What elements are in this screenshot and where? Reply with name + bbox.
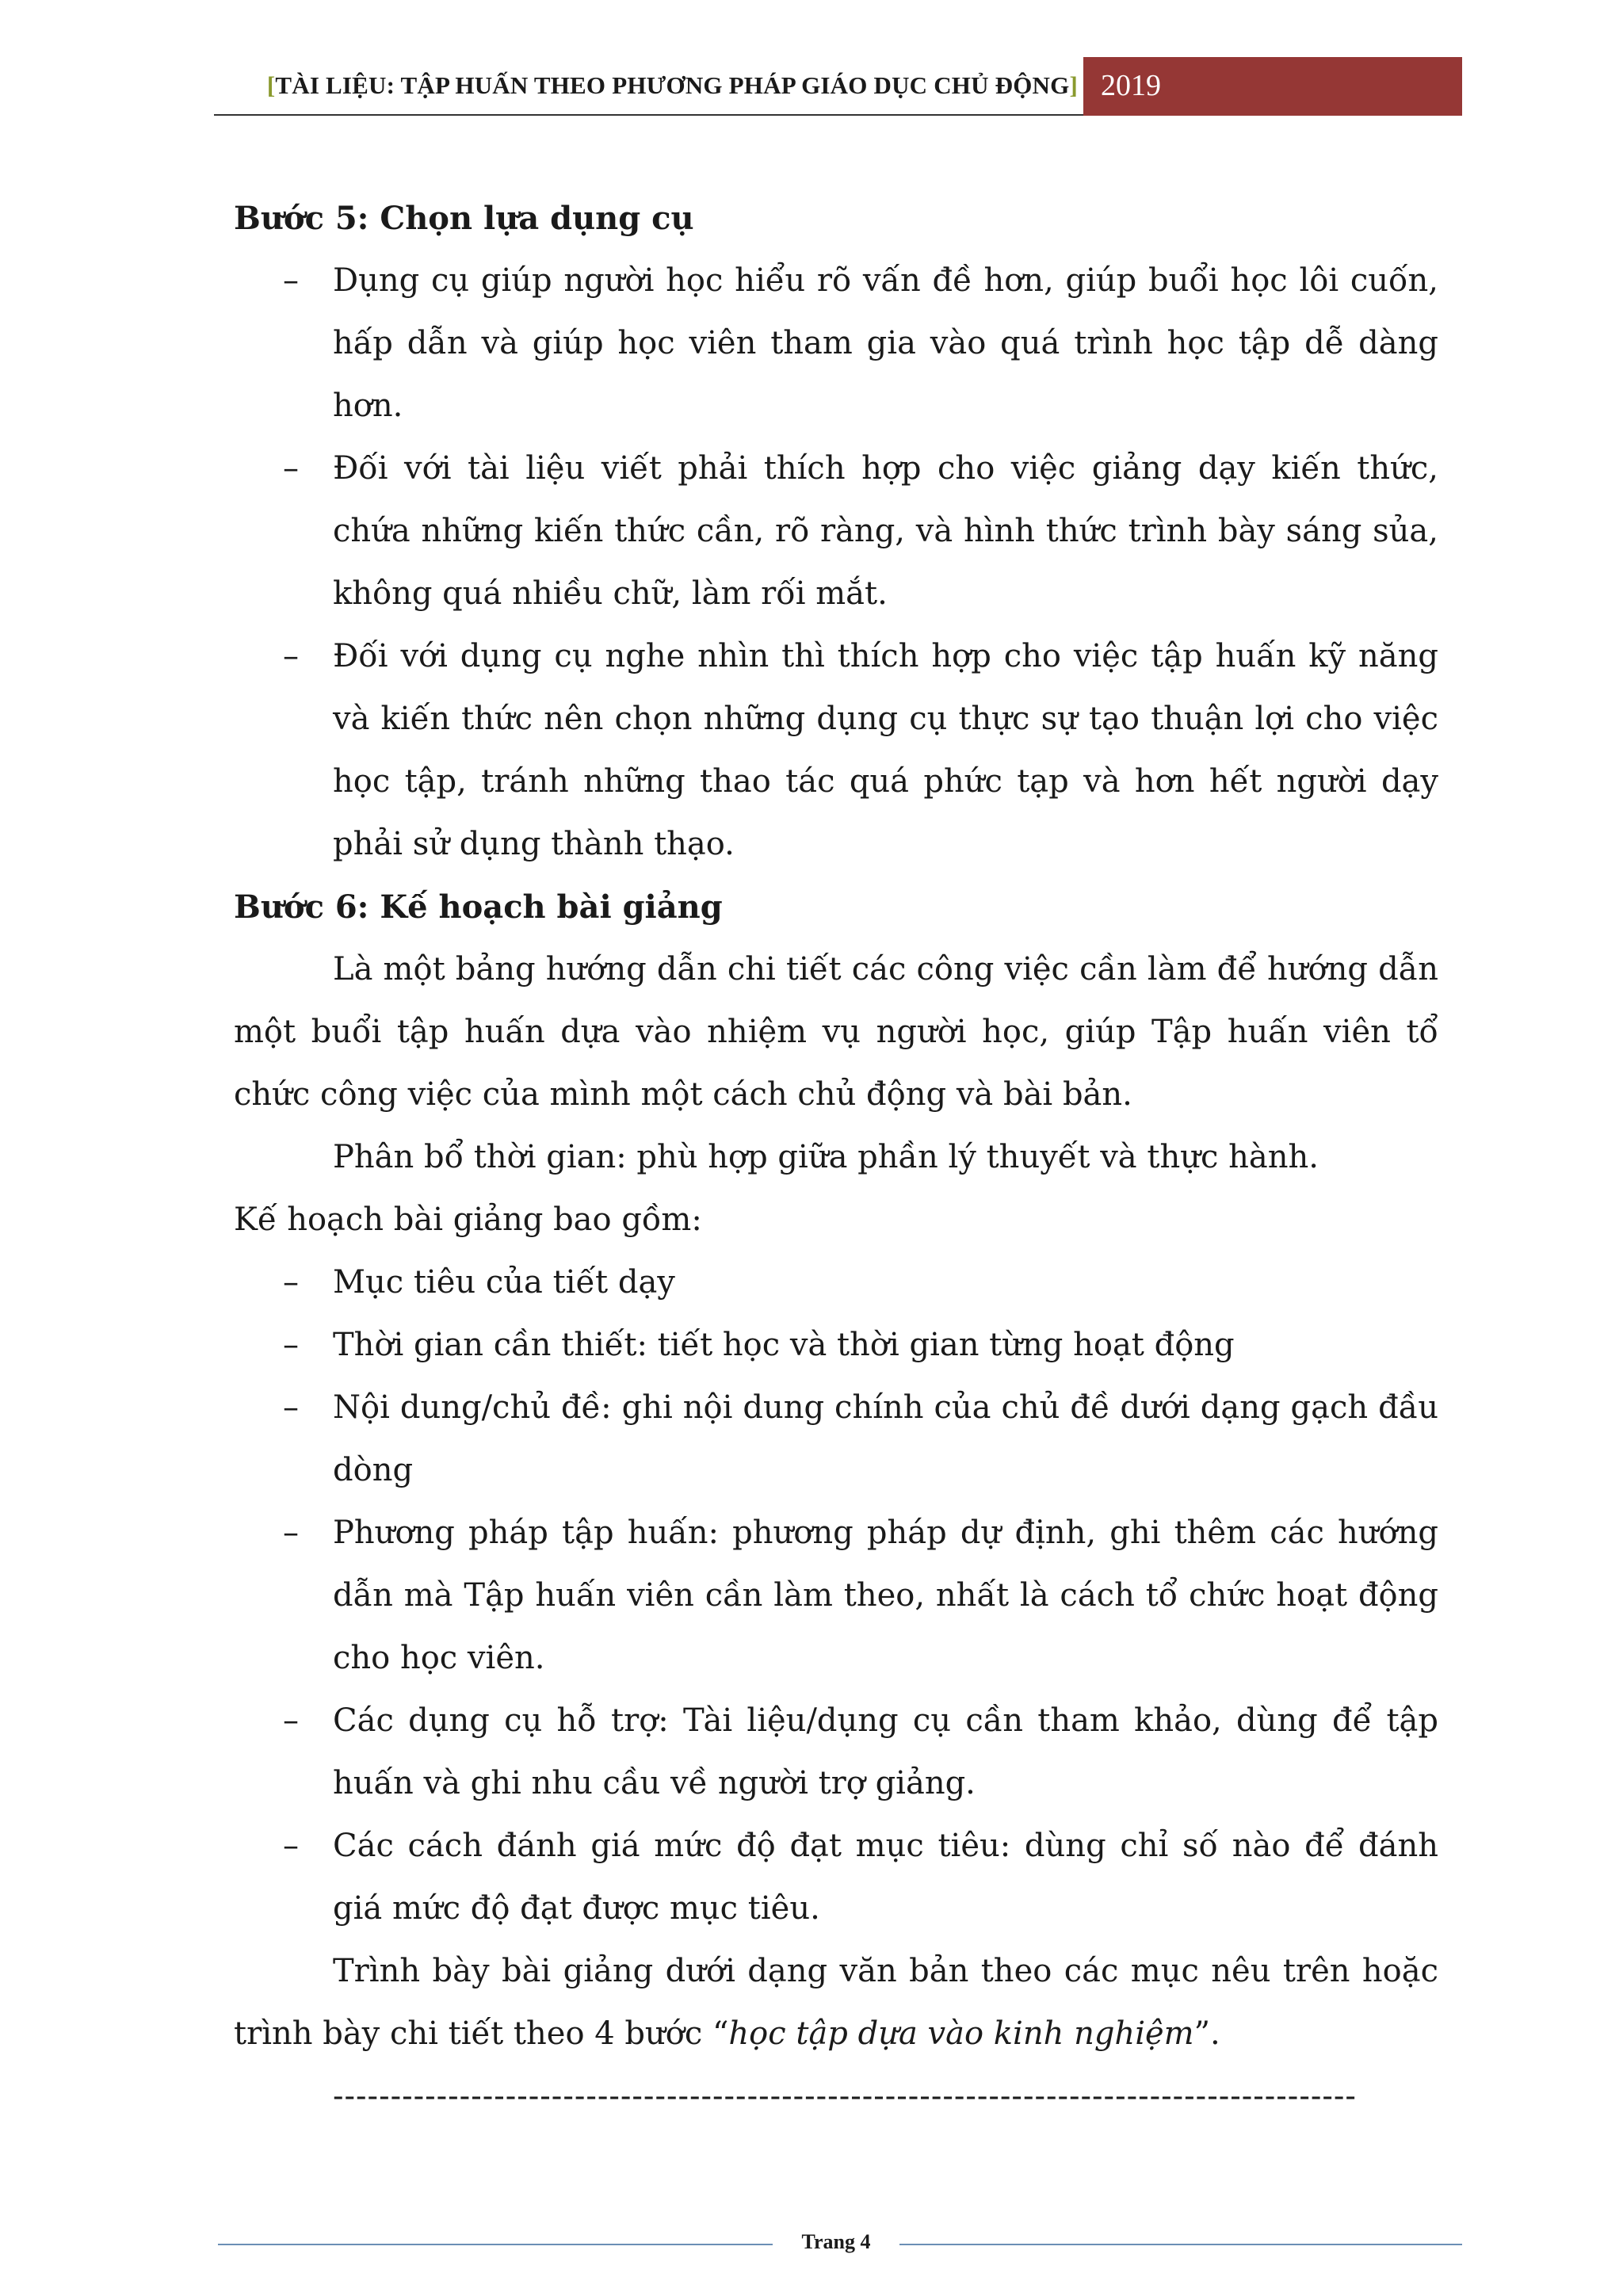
- list-item-text: Nội dung/chủ đề: ghi nội dung chính của chủ đề dưới dạng gạch đầu dòng: [333, 1389, 1438, 1488]
- list-item: [234, 625, 1438, 876]
- footer-rule-left: [218, 2244, 773, 2245]
- closing-italic-phrase: học tập dựa vào kinh nghiệm: [728, 2015, 1194, 2052]
- document-body: [234, 187, 1438, 2128]
- closing-text-before: Trình bày bài giảng dưới dạng văn bản theo các mục nêu trên hoặc trình bày chi tiết theo 4 bước “: [234, 1953, 1438, 2052]
- dash-bullet: –: [283, 638, 299, 674]
- list-item-text: Đối với dụng cụ nghe nhìn thì thích hợp cho việc tập huấn kỹ năng và kiến thức nên chọn những dụng cụ thực sự tạo thuận lợi cho việc học tập, tránh những thao tác quá phức tạp và hơn hết người dạy phải sử dụng thành thạo.: [333, 638, 1438, 862]
- list-item: [234, 1690, 1438, 1815]
- footer-rule-right: [899, 2244, 1462, 2245]
- list-item-text: Các dụng cụ hỗ trợ: Tài liệu/dụng cụ cần tham khảo, dùng để tập huấn và ghi nhu cầu về người trợ giảng.: [333, 1702, 1438, 1801]
- header-rule: [214, 114, 1083, 116]
- list-item: [234, 1314, 1438, 1377]
- header-bracket-close: ]: [1069, 71, 1078, 99]
- closing-text-after: ”.: [1193, 2015, 1220, 2052]
- dash-bullet: –: [283, 262, 299, 299]
- section-6-paragraph-1: Là một bảng hướng dẫn chi tiết các công việc cần làm để hướng dẫn một buổi tập huấn dựa vào nhiệm vụ người học, giúp Tập huấn viên tổ chức công việc của mình một cách chủ động và bài bản.: [234, 951, 1438, 1113]
- section-6-paragraph-2: Phân bổ thời gian: phù hợp giữa phần lý thuyết và thực hành.: [333, 1139, 1319, 1175]
- header-year: 2019: [1101, 69, 1161, 102]
- page-number: Trang 4: [801, 2230, 871, 2253]
- list-item: [234, 437, 1438, 625]
- list-item: [234, 250, 1438, 437]
- list-item: [234, 1377, 1438, 1502]
- dash-bullet: –: [283, 1515, 299, 1551]
- list-item: [234, 1815, 1438, 1940]
- list-item-text: Thời gian cần thiết: tiết học và thời gian từng hoạt động: [333, 1327, 1235, 1363]
- list-item-text: Mục tiêu của tiết dạy: [333, 1264, 675, 1301]
- header-year-box: [1083, 57, 1462, 116]
- dash-bullet: –: [283, 1389, 299, 1426]
- page-footer: [218, 2229, 1462, 2260]
- list-item: [234, 1251, 1438, 1314]
- dash-bullet: –: [283, 1828, 299, 1864]
- list-item-text: Đối với tài liệu viết phải thích hợp cho việc giảng dạy kiến thức, chứa những kiến thức cần, rõ ràng, và hình thức trình bày sáng sủa, không quá nhiều chữ, làm rối mắt.: [333, 450, 1438, 612]
- dash-bullet: –: [283, 450, 299, 487]
- list-item-text: Phương pháp tập huấn: phương pháp dự định, ghi thêm các hướng dẫn mà Tập huấn viên cần làm theo, nhất là cách tổ chức hoạt động cho học viên.: [333, 1515, 1438, 1676]
- dash-bullet: –: [283, 1264, 299, 1301]
- dash-bullet: –: [283, 1702, 299, 1739]
- header-title: [214, 71, 1078, 100]
- section-6-heading: Bước 6: Kế hoạch bài giảng: [234, 888, 723, 926]
- page-header: [214, 57, 1462, 116]
- dashed-separator: -----------------------------------------------------------------------------------------: [333, 2078, 1357, 2115]
- list-intro: Kế hoạch bài giảng bao gồm:: [234, 1201, 702, 1238]
- section-5-heading: Bước 5: Chọn lựa dụng cụ: [234, 200, 694, 237]
- list-item: [234, 1502, 1438, 1690]
- closing-paragraph: [234, 1940, 1438, 2065]
- header-title-text: TÀI LIỆU: TẬP HUẤN THEO PHƯƠNG PHÁP GIÁO DỤC CHỦ ĐỘNG: [275, 71, 1070, 99]
- header-bracket-open: [: [266, 71, 276, 99]
- list-item-text: Các cách đánh giá mức độ đạt mục tiêu: dùng chỉ số nào để đánh giá mức độ đạt được mục tiêu.: [333, 1828, 1438, 1927]
- dash-bullet: –: [283, 1327, 299, 1363]
- list-item-text: Dụng cụ giúp người học hiểu rõ vấn đề hơn, giúp buổi học lôi cuốn, hấp dẫn và giúp học viên tham gia vào quá trình học tập dễ dàng hơn.: [333, 262, 1438, 424]
